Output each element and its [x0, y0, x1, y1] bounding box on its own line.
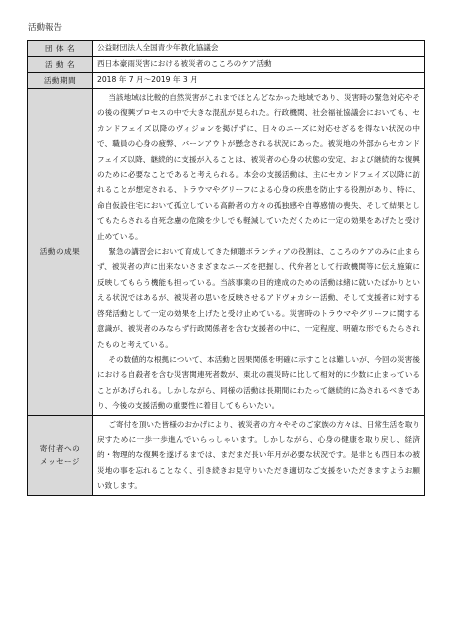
page-heading: 活動報告: [28, 23, 63, 33]
results-paragraph-1: 当該地域は比較的自然災害がこれまでほとんどなかった地域であり、災害時の緊急対応やその後の復興プロセスの中で大きな混乱が見られた。行政機関、社会福祉協議会においても、セカンドフェイズ以降のヴィジョンを掲げずに、日々のニーズに対応せざるを得ない状況の中で、職員の心身の疲弊、バーンアウトが懸念される状況にあった。被災地の外部からセカンドフェイズ以降、継続的に支援が入ることは、被災者の心身の状態の安定、および継続的な復興のために必要なことであると考えられる。本会の支援活動は、主にセカンドフェイズ以降に訪れることが想定される、トラウマやグリーフによる心身の疾患を防止する役割があり、特に、命自仮設住宅において孤立している高齢者の方々の孤独感や自尊感情の喪失、そして結果としてもたらされる自死念慮の危険を少しでも軽減していただくために一定の効果をあげたと受け止めている。: [97, 93, 420, 241]
label-activity-name: 活 動 名: [28, 57, 93, 73]
row-message: [28, 415, 425, 495]
results-paragraph-3: その数値的な根拠について、本活動と因果関係を明確に示すことは難しいが、今回の災害後における自殺者を含む災害関連死者数が、東北の震災時に比して相対的に少数に止まっていることがあげられる。しかしながら、同様の活動は長期間にわたって継続的に為されるべきであり、今後の支援活動の重要性に着目してもらいたい。: [97, 354, 420, 411]
row-results: [28, 89, 425, 416]
report-table: [27, 40, 425, 496]
label-organization: 団 体 名: [28, 41, 93, 57]
value-message: [93, 415, 425, 495]
results-paragraph-2: 緊急の講習会において育成してきた傾聴ボランティアの役割は、こころのケアのみに止まらず、被災者の声に出来ないさまざまなニーズを把握し、代弁者として行政機関等に伝え施策に反映してもらう機能も担っている。当該事業の目的達成のための活動は緒に就いたばかりといえる状況ではあるが、被災者の思いを反映させるアドヴォカシー活動、そして支援者に対する啓発活動として一定の効果を上げたと受け止めている。災害時のトラウマやグリーフに関する意識が、被災者のみならず行政関係者を含む支援者の中に、一定程度、明確な形でもたらされたものと考えている。: [97, 247, 420, 349]
label-activity-period: 活動期間: [28, 73, 93, 89]
label-message-line-2: メッセージ: [39, 457, 80, 467]
row-organization: [28, 41, 425, 57]
value-activity-period: 2018 年 7 月〜2019 年 3 月: [93, 73, 425, 89]
row-activity-period: [28, 73, 425, 89]
label-results: 活動の成果: [28, 89, 93, 416]
value-organization: 公益財団法人全国青少年教化協議会: [93, 41, 425, 57]
value-results: [93, 89, 425, 416]
row-activity-name: [28, 57, 425, 73]
message-paragraph: ご寄付を頂いた皆様のおかげにより、被災者の方々やそのご家族の方々は、日常生活を取り戻すために一歩一歩進んでいらっしゃいます。しかしながら、心身の健康を取り戻し、経済的・物理的な復興を遂げるまでは、まだまだ長い年月が必要な状況です。是非とも西日本の被災地の事を忘れることなく、引き続きお見守りいただき適切なご支援をいただきますようお願い致します。: [97, 419, 420, 491]
label-message-line-1: 寄付者への: [39, 444, 81, 454]
label-message: [28, 415, 93, 495]
value-activity-name: 西日本豪雨災害における被災者のこころのケア活動: [93, 57, 425, 73]
